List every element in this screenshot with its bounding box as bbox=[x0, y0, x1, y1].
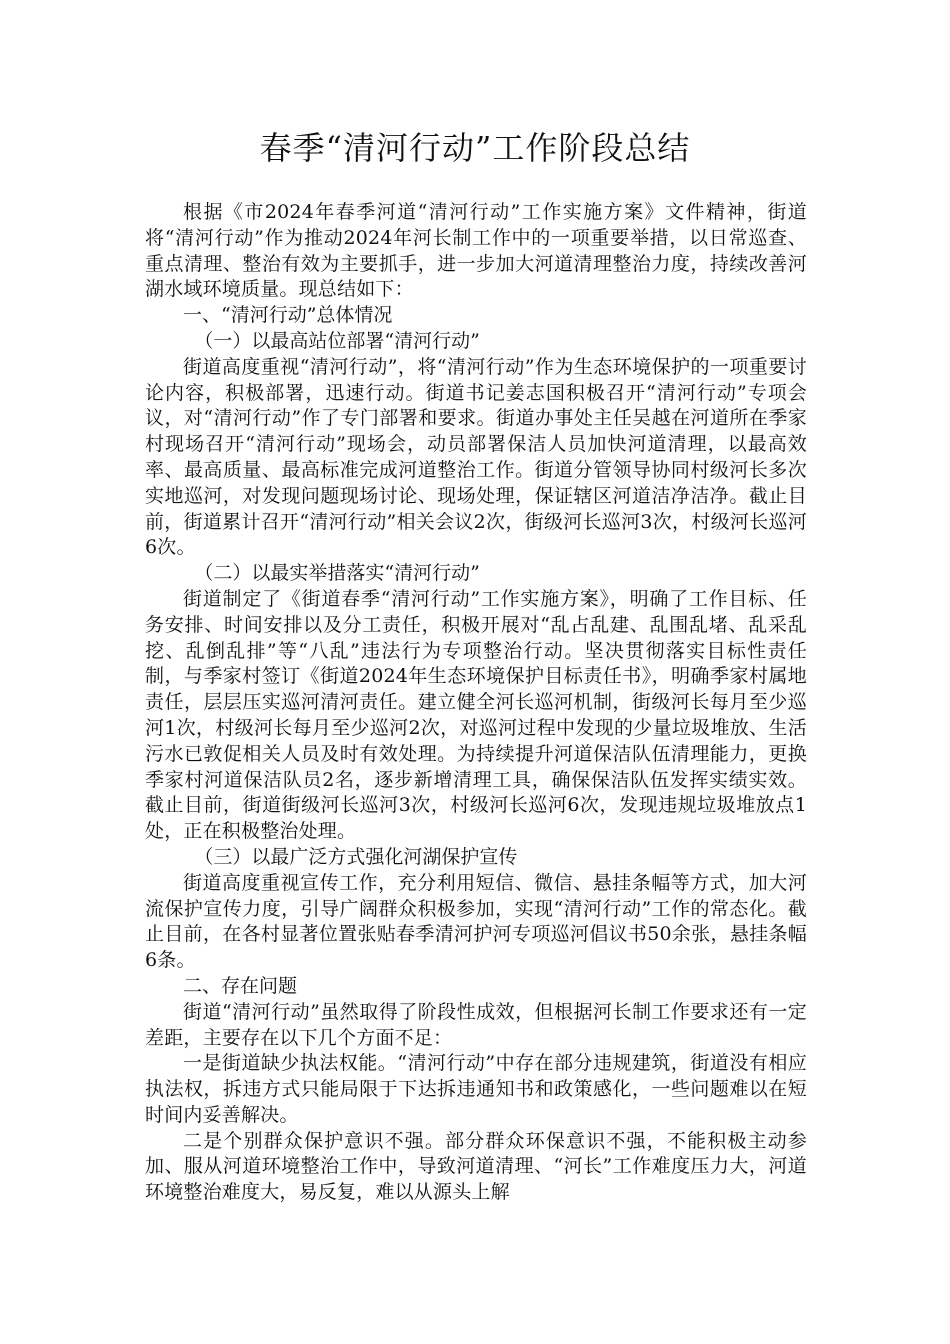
section-1-heading: 一、“清河行动”总体情况 bbox=[183, 304, 393, 327]
subsection-1-heading: （一）以最高站位部署“清河行动” bbox=[194, 329, 480, 352]
subsection-3-paragraph: 街道高度重视宣传工作，充分利用短信、微信、悬挂条幅等方式，加大河流保护宣传力度，引导广阔群众积极参加，实现“清河行动”工作的常态化。截止目前，在各村显著位置张贴春季清河护河专项巡河倡议书50余张，悬挂条幅6条。 bbox=[145, 871, 807, 972]
section-2-heading: 二、存在问题 bbox=[183, 974, 298, 997]
document-title: 春季“清河行动”工作阶段总结 bbox=[259, 129, 691, 167]
subsection-1-paragraph: 街道高度重视“清河行动”，将“清河行动”作为生态环境保护的一项重要讨论内容，积极部署，迅速行动。街道书记姜志国积极召开“清河行动”专项会议，对“清河行动”作了专门部署和要求。街道办事处主任吴越在河道所在季家村现场召开“清河行动”现场会，动员部署保洁人员加快河道清理，以最高效率、最高质量、最高标准完成河道整治工作。街道分管领导协同村级河长多次实地巡河，对发现问题现场讨论、现场处理，保证辖区河道洁净洁净。截止目前，街道累计召开“清河行动”相关会议2次，街级河长巡河3次，村级河长巡河6次。 bbox=[145, 355, 807, 559]
problem-item-1: 一是街道缺少执法权能。“清河行动”中存在部分违规建筑，街道没有相应执法权，拆违方式只能局限于下达拆违通知书和政策感化，一些问题难以在短时间内妥善解决。 bbox=[145, 1052, 807, 1126]
intro-paragraph: 根据《市2024年春季河道“清河行动”工作实施方案》文件精神，街道将“清河行动”作为推动2024年河长制工作中的一项重要举措，以日常巡查、重点清理、整治有效为主要抓手，进一步加大河道清理整治力度，持续改善河湖水域环境质量。现总结如下： bbox=[145, 201, 807, 301]
problem-item-2: 二是个别群众保护意识不强。部分群众环保意识不强，不能积极主动参加、服从河道环境整治工作中，导致河道清理、“河长”工作难度压力大，河道环境整治难度大，易反复，难以从源头上解 bbox=[145, 1129, 807, 1204]
subsection-3-heading: （三）以最广泛方式强化河湖保护宣传 bbox=[194, 845, 518, 868]
section-2-paragraph: 街道“清河行动”虽然取得了阶段性成效，但根据河长制工作要求还有一定差距，主要存在以下几个方面不足： bbox=[145, 1000, 807, 1049]
subsection-2-heading: （二）以最实举措落实“清河行动” bbox=[194, 562, 480, 585]
document-body bbox=[145, 200, 807, 1206]
subsection-2-paragraph: 街道制定了《街道春季“清河行动”工作实施方案》，明确了工作目标、任务安排、时间安排以及分工责任，积极开展对“乱占乱建、乱围乱堵、乱采乱挖、乱倒乱排”等“八乱”违法行为专项整治行动。坚决贯彻落实目标性责任制，与季家村签订《街道2024年生态环境保护目标责任书》，明确季家村属地责任，层层压实巡河清河责任。建立健全河长巡河机制，街级河长每月至少巡河1次，村级河长每月至少巡河2次，对巡河过程中发现的少量垃圾堆放、生活污水已敦促相关人员及时有效处理。为持续提升河道保洁队伍清理能力，更换季家村河道保洁队员2名，逐步新增清理工具，确保保洁队伍发挥实绩实效。截止目前，街道街级河长巡河3次，村级河长巡河6次，发现违规垃圾堆放点1处，正在积极整治处理。 bbox=[145, 587, 807, 843]
